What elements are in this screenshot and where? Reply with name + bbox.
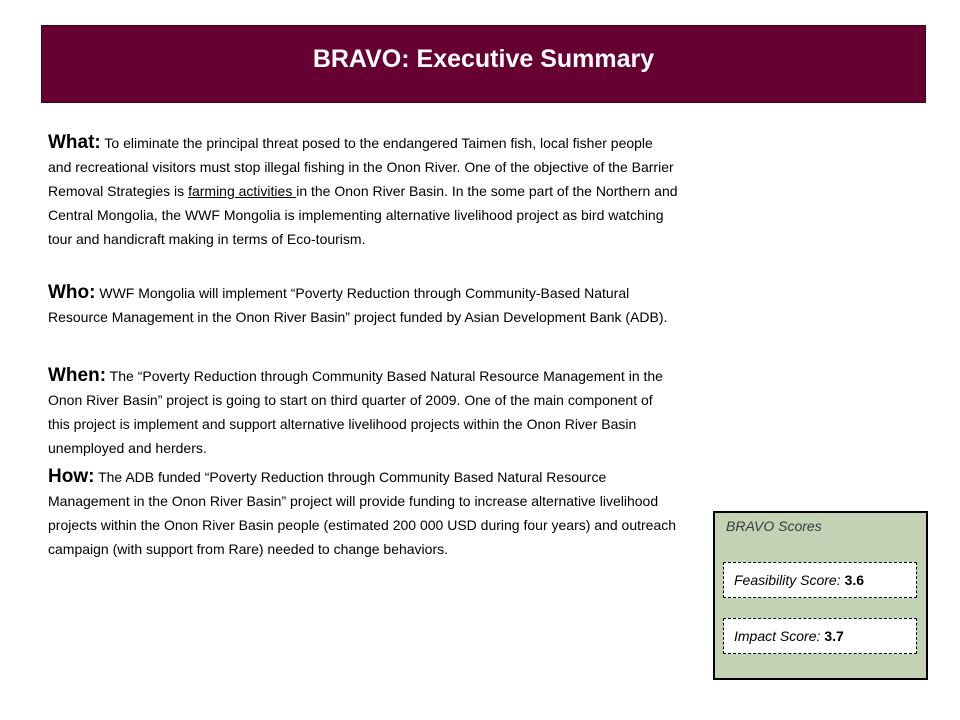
what-text-start: To eliminate the principal threat posed to the endangered Taimen fish, local fisher people and recreational visitors must stop illegal fishing in the Onon River. One of the objective of the Barrier Removal Strategies is bbox=[48, 135, 674, 199]
who-heading: Who: bbox=[48, 282, 96, 303]
feasibility-score-label: Feasibility Score: bbox=[734, 572, 841, 588]
what-text-end: in the Onon River Basin. In the some part of the Northern and Central Mongolia, the WWF Mongolia is implementing alternative livelihood project as bird watching tour and handicraft making in terms of Eco-tourism. bbox=[48, 183, 678, 247]
how-text: The ADB funded “Poverty Reduction through Community Based Natural Resource Management in the Onon River Basin” project will provide funding to increase alternative livelihood projects within the Onon River Basin people (estimated 200 000 USD during four years) and outreach campaign (with support from Rare) needed to change behaviors. bbox=[48, 469, 677, 557]
how-paragraph bbox=[48, 465, 678, 561]
what-paragraph bbox=[48, 131, 678, 251]
who-text: WWF Mongolia will implement “Poverty Reduction through Community-Based Natural Resource Management in the Onon River Basin” project funded by Asian Development Bank (ADB). bbox=[48, 285, 668, 325]
when-paragraph bbox=[48, 364, 678, 460]
impact-score-value: 3.7 bbox=[824, 628, 844, 644]
feasibility-score-box bbox=[723, 562, 917, 598]
when-heading: When: bbox=[48, 365, 107, 386]
what-underlined-text: farming activities bbox=[188, 183, 297, 199]
scores-title: BRAVO Scores bbox=[726, 518, 822, 534]
when-text: The “Poverty Reduction through Community Based Natural Resource Management in the Onon River Basin” project is going to start on third quarter of 2009. One of the main component of this project is implement and support alternative livelihood projects within the Onon River Basin unemployed and herders. bbox=[48, 368, 663, 456]
bravo-scores-panel bbox=[713, 511, 928, 680]
feasibility-score-value: 3.6 bbox=[844, 572, 865, 588]
title-banner bbox=[41, 25, 926, 103]
what-heading: What: bbox=[48, 132, 101, 153]
how-heading: How: bbox=[48, 466, 95, 487]
impact-score-box bbox=[723, 618, 917, 654]
who-paragraph bbox=[48, 281, 678, 329]
page-title: BRAVO: Executive Summary bbox=[312, 44, 655, 73]
impact-score-label: Impact Score: bbox=[734, 628, 821, 644]
